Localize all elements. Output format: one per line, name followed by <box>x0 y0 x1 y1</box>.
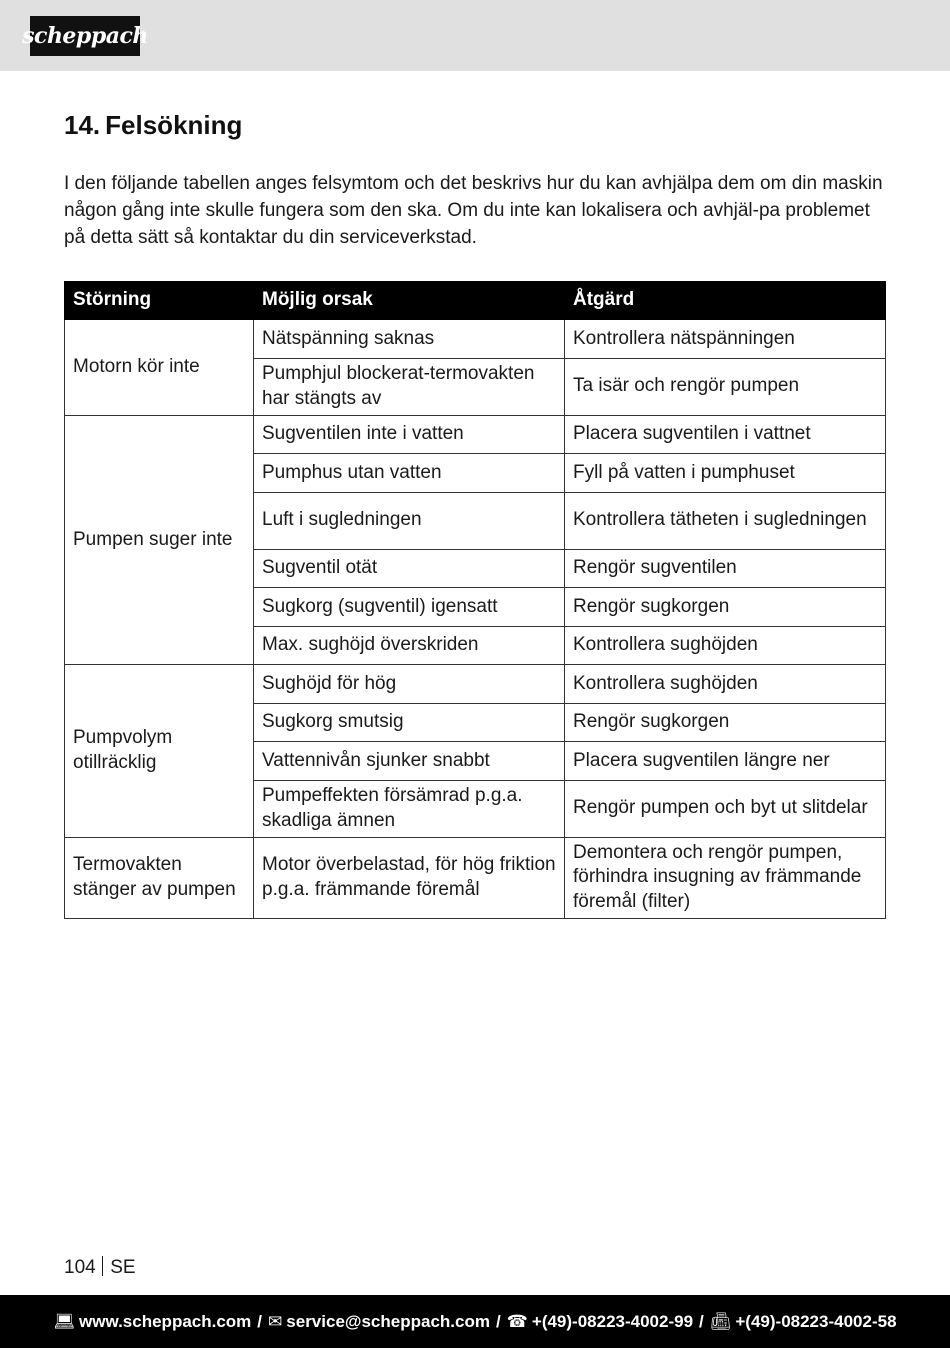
cause-cell: Nätspänning saknas <box>254 320 565 359</box>
column-header-action: Åtgärd <box>565 282 886 320</box>
table-row <box>65 837 886 918</box>
fault-cell: Termovakten stänger av pumpen <box>65 837 254 918</box>
cause-cell: Sugventilen inte i vatten <box>254 415 565 454</box>
page-number-divider <box>102 1256 104 1276</box>
envelope-icon: ✉︎ <box>268 1311 283 1331</box>
action-cell: Kontrollera sughöjden <box>565 626 886 665</box>
action-cell: Rengör sugkorgen <box>565 703 886 742</box>
action-cell: Kontrollera tätheten i sugledningen <box>565 492 886 549</box>
action-cell: Rengör sugventilen <box>565 549 886 588</box>
page-header <box>0 0 950 71</box>
fault-cell: Pumpvolym otillräcklig <box>65 665 254 838</box>
computer-icon: 💻︎ <box>53 1311 76 1331</box>
cause-cell: Sugventil otät <box>254 549 565 588</box>
fault-cell: Motorn kör inte <box>65 320 254 416</box>
action-cell: Rengör sugkorgen <box>565 588 886 627</box>
intro-paragraph: I den följande tabellen anges felsymtom och det beskrivs hur du kan avhjälpa dem om din maskin någon gång inte skulle fungera som den ska. Om du inte kan lokalisera och avhjäl-pa problemet på detta sätt så kontaktar du din serviceverkstad. <box>64 173 883 248</box>
table-row <box>65 665 886 704</box>
footer-website[interactable]: www.scheppach.com <box>79 1311 252 1331</box>
footer-phone: +(49)-08223-4002-99 <box>531 1311 694 1331</box>
cause-cell: Pumphjul blockerat-termovakten har stängts av <box>254 358 565 415</box>
action-cell: Placera sugventilen längre ner <box>565 742 886 781</box>
action-cell: Ta isär och rengör pumpen <box>565 358 886 415</box>
section-title <box>64 110 242 141</box>
cause-cell: Sugkorg smutsig <box>254 703 565 742</box>
page-footer <box>0 1295 950 1348</box>
section-number: 14. <box>64 110 101 140</box>
table-row <box>65 415 886 454</box>
footer-fax: +(49)-08223-4002-58 <box>735 1311 897 1331</box>
action-cell: Demontera och rengör pumpen, förhindra insugning av främmande föremål (filter) <box>565 837 886 918</box>
cause-cell: Pumphus utan vatten <box>254 454 565 493</box>
table-row <box>65 320 886 359</box>
page-number-value: 104 <box>64 1257 96 1278</box>
column-header-fault: Störning <box>65 282 254 320</box>
fault-cell: Pumpen suger inte <box>65 415 254 665</box>
cause-cell: Motor överbelastad, för hög friktion p.g.a. främmande föremål <box>254 837 565 918</box>
table-header-row <box>65 282 886 320</box>
page-language: SE <box>110 1257 136 1278</box>
cause-cell: Vattennivån sjunker snabbt <box>254 742 565 781</box>
footer-email[interactable]: service@scheppach.com <box>286 1311 490 1331</box>
footer-separator: / <box>257 1311 263 1331</box>
cause-cell: Pumpeffekten försämrad p.g.a. skadliga ämnen <box>254 780 565 837</box>
telephone-icon: ☎︎ <box>506 1311 528 1331</box>
cause-cell: Luft i sugledningen <box>254 492 565 549</box>
action-cell: Fyll på vatten i pumphuset <box>565 454 886 493</box>
action-cell: Rengör pumpen och byt ut slitdelar <box>565 780 886 837</box>
action-cell: Kontrollera nätspänningen <box>565 320 886 359</box>
scheppach-logo <box>22 16 148 56</box>
troubleshooting-table <box>64 281 886 919</box>
logo-text: scheppach <box>22 23 148 49</box>
action-cell: Placera sugventilen i vattnet <box>565 415 886 454</box>
action-cell: Kontrollera sughöjden <box>565 665 886 704</box>
column-header-cause: Möjlig orsak <box>254 282 565 320</box>
cause-cell: Sughöjd för hög <box>254 665 565 704</box>
page-number <box>64 1256 136 1279</box>
footer-separator: / <box>699 1311 704 1331</box>
section-title-text: Felsökning <box>105 110 243 140</box>
cause-cell: Sugkorg (sugventil) igensatt <box>254 588 565 627</box>
fax-icon: 📠︎ <box>709 1311 732 1331</box>
footer-separator: / <box>495 1311 501 1331</box>
cause-cell: Max. sughöjd överskriden <box>254 626 565 665</box>
